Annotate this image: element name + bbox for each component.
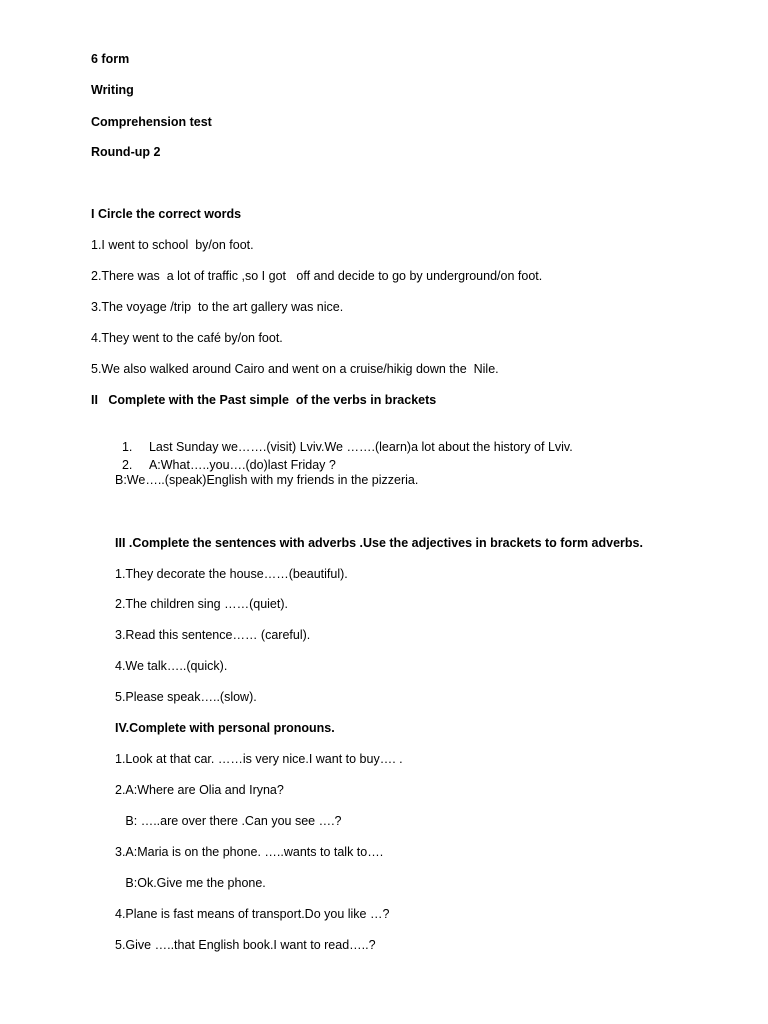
section2-heading: II Complete with the Past simple of the verbs in brackets — [91, 393, 437, 407]
section2-item — [115, 441, 336, 473]
unit-label: Round-up 2 — [91, 145, 161, 159]
section1-item: 5.We also walked around Cairo and went on a cruise/hikig down the Nile. — [91, 362, 499, 376]
section1-item: 3.The voyage /trip to the art gallery was nice. — [91, 300, 344, 314]
section4-item: 1.Look at that car. ……is very nice.I want to buy…. . — [115, 752, 403, 766]
item-text: A:What…..you….(do)last Friday ? — [148, 458, 336, 472]
item-number: 2. — [121, 458, 133, 472]
section3-heading: III .Complete the sentences with adverbs .Use the adjectives in brackets to form adverbs. — [115, 536, 643, 550]
section1-heading: I Circle the correct words — [91, 207, 242, 221]
section4-item: B:Ok.Give me the phone. — [115, 876, 266, 890]
section4-item: 4.Plane is fast means of transport.Do you like …? — [115, 907, 390, 921]
section2-continuation: B:We…..(speak)English with my friends in the pizzeria. — [115, 473, 419, 487]
section4-item: 5.Give …..that English book.I want to read…..? — [115, 938, 376, 952]
item-text: Last Sunday we…….(visit) Lviv.We …….(learn)a lot about the history of Lviv. — [148, 440, 573, 454]
item-number: 1. — [121, 440, 133, 454]
section4-heading: IV.Complete with personal pronouns. — [115, 721, 335, 735]
section1-item: 1.I went to school by/on foot. — [91, 238, 254, 252]
section3-item: 4.We talk…..(quick). — [115, 659, 228, 673]
form-label: 6 form — [91, 52, 130, 66]
section4-item: B: …..are over there .Can you see ….? — [115, 814, 342, 828]
subject-label: Writing — [91, 83, 134, 97]
section3-item: 2.The children sing ……(quiet). — [115, 597, 288, 611]
test-label: Comprehension test — [91, 115, 212, 129]
section4-item: 3.A:Maria is on the phone. …..wants to talk to…. — [115, 845, 384, 859]
section3-item: 1.They decorate the house……(beautiful). — [115, 567, 348, 581]
section1-item: 2.There was a lot of traffic ,so I got off and decide to go by underground/on foot. — [91, 269, 543, 283]
section4-item: 2.A:Where are Olia and Iryna? — [115, 783, 284, 797]
section1-item: 4.They went to the café by/on foot. — [91, 331, 283, 345]
section3-item: 3.Read this sentence…… (careful). — [115, 628, 311, 642]
section3-item: 5.Please speak…..(slow). — [115, 690, 257, 704]
